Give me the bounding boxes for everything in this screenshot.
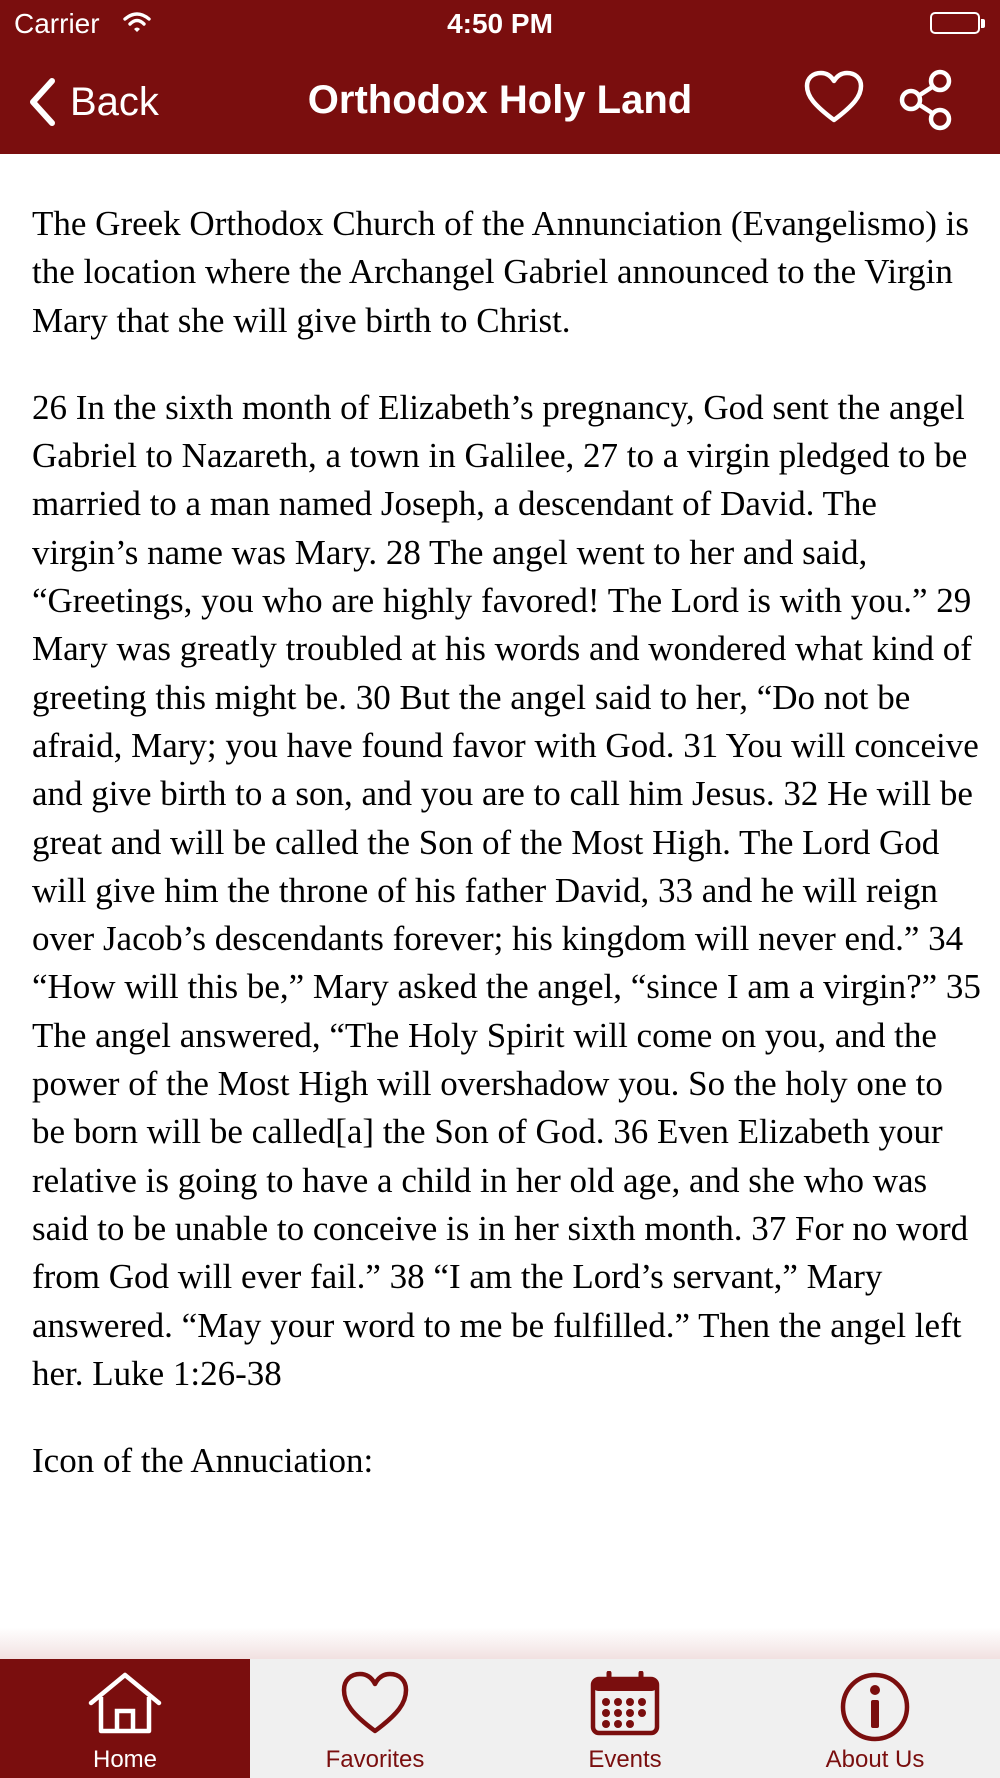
calendar-icon	[589, 1671, 661, 1737]
scroll-fade	[0, 1628, 1000, 1660]
tab-about-us-label: About Us	[825, 1746, 925, 1773]
page-title: Orthodox Holy Land	[307, 78, 693, 122]
article-content	[32, 200, 982, 1524]
favorite-button[interactable]	[804, 70, 864, 130]
intro-paragraph: The Greek Orthodox Church of the Annunciation (Evangelismo) is the location where the Archangel Gabriel announced to the Virgin Mary that she will give birth to Christ.	[32, 204, 970, 340]
heart-icon	[804, 70, 864, 124]
icon-caption: Icon of the Annuciation:	[32, 1441, 374, 1481]
info-icon	[839, 1671, 911, 1743]
tab-home-label: Home	[92, 1746, 158, 1773]
battery-icon	[930, 12, 986, 36]
tab-home[interactable]	[0, 1659, 250, 1778]
tab-bar	[0, 1659, 1000, 1778]
tab-events-label: Events	[588, 1746, 662, 1773]
share-button[interactable]	[896, 68, 956, 132]
navigation-bar	[0, 50, 1000, 154]
status-bar	[0, 0, 1000, 50]
tab-events[interactable]	[500, 1659, 750, 1778]
tab-favorites[interactable]	[250, 1659, 500, 1778]
tab-about-us[interactable]	[750, 1659, 1000, 1778]
status-time: 4:50 PM	[447, 8, 553, 39]
heart-icon	[340, 1671, 410, 1735]
back-label: Back	[70, 79, 159, 124]
tab-favorites-label: Favorites	[325, 1746, 425, 1773]
home-icon	[87, 1671, 163, 1735]
scripture-paragraph: 26 In the sixth month of Elizabeth’s pregnancy, God sent the angel Gabriel to Nazareth, a town in Galilee, 27 to a virgin pledged to be married to a man named Joseph, a descendant of David. The virgin’s name was Mary. 28 The angel went to her and said, “Greetings, you who are highly favored! The Lord is with you.” 29 Mary was greatly troubled at his words and wondered what kind of greeting this might be. 30 But the angel said to her, “Do not be afraid, Mary; you have found favor with God. 31 You will conceive and give birth to a son, and you are to call him Jesus. 32 He will be great and will be called the Son of the Most High. The Lord God will give him the throne of his father David, 33 and he will reign over Jacob’s descendants forever; his kingdom will never end.” 34 “How will this be,” Mary asked the angel, “since I am a virgin?” 35 The angel answered, “The Holy Spirit will come on you, and the power of the Most High will overshadow you. So the holy one to be born will be called[a] the Son of God. 36 Even Elizabeth your relative is going to have a child in her old age, and she who was said to be unable to conceive is in her sixth month. 37 For no word from God will ever fail.” 38 “I am the Lord’s servant,” Mary answered. “May your word to me be fulfilled.” Then the angel left her. Luke 1:26-38	[32, 387, 981, 1393]
carrier-label: Carrier	[14, 8, 100, 39]
share-icon	[896, 68, 956, 132]
